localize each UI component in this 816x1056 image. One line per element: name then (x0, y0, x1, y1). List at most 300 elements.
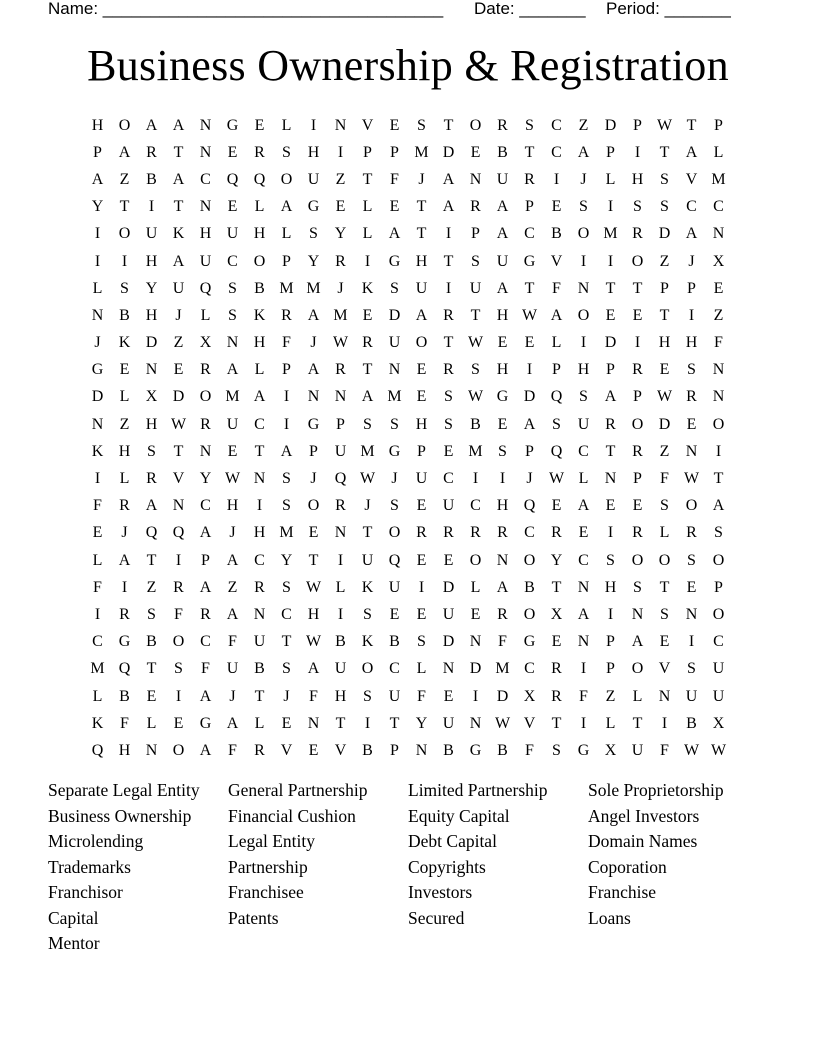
grid-letter[interactable]: E (632, 306, 643, 324)
grid-letter[interactable]: H (118, 741, 131, 759)
grid-letter[interactable]: P (714, 578, 723, 596)
grid-letter[interactable]: A (145, 497, 158, 515)
grid-letter[interactable]: T (659, 578, 670, 596)
grid-letter[interactable]: L (416, 660, 427, 678)
grid-letter[interactable]: O (631, 660, 644, 678)
grid-letter[interactable]: I (580, 714, 587, 732)
grid-letter[interactable]: T (308, 551, 319, 569)
grid-letter[interactable]: G (523, 252, 536, 270)
grid-letter[interactable]: S (687, 361, 696, 379)
grid-letter[interactable]: L (92, 687, 103, 705)
grid-letter[interactable]: O (388, 524, 401, 542)
grid-letter[interactable]: L (281, 225, 292, 243)
grid-letter[interactable]: O (307, 497, 320, 515)
grid-letter[interactable]: N (91, 415, 104, 433)
grid-letter[interactable]: I (445, 225, 452, 243)
grid-letter[interactable]: U (577, 415, 590, 433)
grid-letter[interactable]: L (119, 388, 130, 406)
grid-letter[interactable]: I (256, 497, 263, 515)
grid-letter[interactable]: B (146, 170, 157, 188)
grid-letter[interactable]: K (91, 714, 104, 732)
grid-letter[interactable]: I (418, 578, 425, 596)
grid-letter[interactable]: F (525, 741, 534, 759)
grid-letter[interactable]: A (415, 306, 428, 324)
grid-letter[interactable]: J (310, 470, 317, 488)
grid-letter[interactable]: F (93, 497, 102, 515)
grid-letter[interactable]: Q (388, 551, 401, 569)
grid-letter[interactable]: L (92, 551, 103, 569)
grid-letter[interactable]: E (173, 714, 184, 732)
grid-letter[interactable]: C (254, 415, 265, 433)
grid-letter[interactable]: H (496, 361, 509, 379)
grid-letter[interactable]: I (121, 252, 128, 270)
grid-letter[interactable]: N (199, 198, 212, 216)
grid-letter[interactable]: A (496, 578, 509, 596)
grid-letter[interactable]: E (551, 198, 562, 216)
grid-letter[interactable]: R (335, 361, 346, 379)
grid-letter[interactable]: P (606, 361, 615, 379)
grid-letter[interactable]: S (606, 551, 615, 569)
grid-letter[interactable]: B (254, 279, 265, 297)
grid-letter[interactable]: L (254, 714, 265, 732)
grid-letter[interactable]: Z (173, 334, 184, 352)
grid-letter[interactable]: C (443, 470, 454, 488)
grid-letter[interactable]: I (337, 605, 344, 623)
grid-letter[interactable]: P (687, 279, 696, 297)
grid-letter[interactable]: E (227, 143, 238, 161)
grid-letter[interactable]: D (604, 334, 617, 352)
grid-letter[interactable]: N (712, 225, 725, 243)
grid-letter[interactable]: A (307, 306, 320, 324)
grid-letter[interactable]: S (228, 279, 237, 297)
grid-letter[interactable]: W (683, 741, 700, 759)
grid-letter[interactable]: B (524, 578, 535, 596)
grid-letter[interactable]: E (389, 198, 400, 216)
grid-letter[interactable]: G (226, 116, 239, 134)
grid-letter[interactable]: Y (307, 252, 320, 270)
grid-letter[interactable]: C (200, 633, 211, 651)
grid-letter[interactable]: O (577, 225, 590, 243)
grid-letter[interactable]: A (118, 551, 131, 569)
grid-letter[interactable]: T (254, 442, 265, 460)
grid-letter[interactable]: B (470, 415, 481, 433)
grid-letter[interactable]: S (282, 143, 291, 161)
grid-letter[interactable]: X (199, 334, 212, 352)
grid-letter[interactable]: R (281, 306, 292, 324)
grid-letter[interactable]: C (551, 116, 562, 134)
grid-letter[interactable]: P (525, 198, 534, 216)
grid-letter[interactable]: A (496, 225, 509, 243)
grid-letter[interactable]: N (199, 143, 212, 161)
grid-letter[interactable]: A (226, 361, 239, 379)
grid-letter[interactable]: O (415, 334, 428, 352)
grid-letter[interactable]: R (416, 524, 427, 542)
grid-letter[interactable]: U (442, 714, 455, 732)
grid-letter[interactable]: O (172, 633, 185, 651)
grid-letter[interactable]: M (495, 660, 510, 678)
grid-letter[interactable]: B (146, 633, 157, 651)
grid-letter[interactable]: M (603, 225, 618, 243)
grid-letter[interactable]: K (361, 279, 374, 297)
grid-letter[interactable]: M (225, 388, 240, 406)
grid-letter[interactable]: I (634, 143, 641, 161)
grid-letter[interactable]: R (173, 578, 184, 596)
grid-letter[interactable]: T (173, 198, 184, 216)
grid-letter[interactable]: G (469, 741, 482, 759)
grid-letter[interactable]: B (497, 741, 508, 759)
grid-letter[interactable]: N (199, 116, 212, 134)
grid-letter[interactable]: K (361, 578, 374, 596)
grid-letter[interactable]: F (552, 279, 561, 297)
grid-letter[interactable]: F (390, 170, 399, 188)
grid-letter[interactable]: G (388, 252, 401, 270)
grid-letter[interactable]: V (280, 741, 293, 759)
grid-letter[interactable]: E (416, 551, 427, 569)
grid-letter[interactable]: E (119, 361, 130, 379)
grid-letter[interactable]: C (524, 660, 535, 678)
grid-letter[interactable]: H (496, 306, 509, 324)
grid-letter[interactable]: C (281, 605, 292, 623)
grid-letter[interactable]: S (633, 578, 642, 596)
grid-letter[interactable]: F (309, 687, 318, 705)
grid-letter[interactable]: M (306, 279, 321, 297)
grid-letter[interactable]: N (469, 170, 482, 188)
grid-letter[interactable]: O (631, 551, 644, 569)
grid-letter[interactable]: S (687, 660, 696, 678)
grid-letter[interactable]: C (254, 551, 265, 569)
grid-letter[interactable]: R (551, 660, 562, 678)
grid-letter[interactable]: E (335, 198, 346, 216)
grid-letter[interactable]: M (360, 442, 375, 460)
grid-letter[interactable]: I (580, 660, 587, 678)
grid-letter[interactable]: E (92, 524, 103, 542)
grid-letter[interactable]: F (228, 633, 237, 651)
grid-letter[interactable]: I (310, 116, 317, 134)
grid-letter[interactable]: I (445, 279, 452, 297)
grid-letter[interactable]: T (632, 279, 643, 297)
grid-letter[interactable]: S (444, 388, 453, 406)
grid-letter[interactable]: N (172, 497, 185, 515)
grid-letter[interactable]: B (119, 306, 130, 324)
grid-letter[interactable]: Q (334, 470, 347, 488)
grid-letter[interactable]: E (146, 687, 157, 705)
grid-letter[interactable]: A (280, 442, 293, 460)
grid-letter[interactable]: J (364, 497, 371, 515)
grid-letter[interactable]: O (712, 415, 725, 433)
grid-letter[interactable]: A (145, 116, 158, 134)
grid-letter[interactable]: G (577, 741, 590, 759)
grid-letter[interactable]: I (607, 198, 614, 216)
grid-letter[interactable]: O (685, 497, 698, 515)
grid-letter[interactable]: A (307, 361, 320, 379)
grid-letter[interactable]: R (470, 198, 481, 216)
grid-letter[interactable]: R (632, 361, 643, 379)
grid-letter[interactable]: X (145, 388, 158, 406)
grid-letter[interactable]: R (605, 415, 616, 433)
grid-letter[interactable]: Q (253, 170, 266, 188)
grid-letter[interactable]: T (713, 470, 724, 488)
grid-letter[interactable]: A (496, 198, 509, 216)
grid-letter[interactable]: C (470, 497, 481, 515)
grid-letter[interactable]: O (118, 225, 131, 243)
grid-letter[interactable]: H (199, 225, 212, 243)
grid-letter[interactable]: N (253, 605, 266, 623)
grid-letter[interactable]: V (172, 470, 185, 488)
grid-letter[interactable]: A (199, 578, 212, 596)
grid-letter[interactable]: R (632, 442, 643, 460)
grid-letter[interactable]: A (253, 388, 266, 406)
grid-letter[interactable]: P (633, 470, 642, 488)
grid-letter[interactable]: A (442, 198, 455, 216)
grid-letter[interactable]: H (415, 252, 428, 270)
grid-letter[interactable]: L (92, 279, 103, 297)
grid-letter[interactable]: C (551, 143, 562, 161)
grid-letter[interactable]: O (118, 116, 131, 134)
grid-letter[interactable]: E (443, 442, 454, 460)
grid-letter[interactable]: S (498, 442, 507, 460)
grid-letter[interactable]: N (442, 660, 455, 678)
grid-letter[interactable]: O (631, 252, 644, 270)
grid-letter[interactable]: S (417, 116, 426, 134)
grid-letter[interactable]: T (605, 279, 616, 297)
grid-letter[interactable]: T (416, 225, 427, 243)
grid-letter[interactable]: T (551, 578, 562, 596)
grid-letter[interactable]: U (469, 279, 482, 297)
grid-letter[interactable]: A (604, 388, 617, 406)
grid-letter[interactable]: I (175, 551, 182, 569)
grid-letter[interactable]: W (521, 306, 538, 324)
grid-letter[interactable]: Y (199, 470, 212, 488)
grid-letter[interactable]: R (254, 578, 265, 596)
grid-letter[interactable]: P (525, 442, 534, 460)
grid-letter[interactable]: M (414, 143, 429, 161)
grid-letter[interactable]: H (145, 252, 158, 270)
grid-letter[interactable]: O (361, 660, 374, 678)
grid-letter[interactable]: K (118, 334, 131, 352)
grid-letter[interactable]: A (550, 306, 563, 324)
grid-letter[interactable]: Q (226, 170, 239, 188)
grid-letter[interactable]: B (119, 687, 130, 705)
grid-letter[interactable]: L (146, 714, 157, 732)
grid-letter[interactable]: I (364, 714, 371, 732)
grid-letter[interactable]: E (605, 306, 616, 324)
grid-letter[interactable]: U (253, 633, 266, 651)
grid-letter[interactable]: I (337, 143, 344, 161)
grid-letter[interactable]: T (389, 714, 400, 732)
grid-letter[interactable]: R (551, 687, 562, 705)
grid-letter[interactable]: R (335, 497, 346, 515)
grid-letter[interactable]: E (362, 306, 373, 324)
grid-letter[interactable]: O (280, 170, 293, 188)
grid-letter[interactable]: Z (146, 578, 157, 596)
grid-letter[interactable]: F (660, 470, 669, 488)
grid-letter[interactable]: E (227, 442, 238, 460)
grid-letter[interactable]: A (280, 198, 293, 216)
grid-letter[interactable]: C (200, 497, 211, 515)
grid-letter[interactable]: S (282, 578, 291, 596)
grid-letter[interactable]: P (633, 388, 642, 406)
grid-letter[interactable]: L (362, 198, 373, 216)
grid-letter[interactable]: Q (199, 279, 212, 297)
grid-letter[interactable]: P (390, 143, 399, 161)
grid-letter[interactable]: P (552, 361, 561, 379)
grid-letter[interactable]: U (145, 225, 158, 243)
grid-letter[interactable]: Q (550, 388, 563, 406)
grid-letter[interactable]: A (523, 415, 536, 433)
grid-letter[interactable]: P (714, 116, 723, 134)
grid-letter[interactable]: R (443, 361, 454, 379)
grid-letter[interactable]: U (334, 442, 347, 460)
grid-letter[interactable]: H (253, 334, 266, 352)
grid-letter[interactable]: R (200, 605, 211, 623)
grid-letter[interactable]: Z (659, 442, 670, 460)
grid-letter[interactable]: A (388, 225, 401, 243)
grid-letter[interactable]: F (579, 687, 588, 705)
grid-letter[interactable]: Z (227, 578, 238, 596)
grid-letter[interactable]: G (118, 633, 131, 651)
grid-letter[interactable]: O (469, 116, 482, 134)
grid-letter[interactable]: V (334, 741, 347, 759)
grid-letter[interactable]: A (712, 497, 725, 515)
grid-letter[interactable]: L (605, 170, 616, 188)
grid-letter[interactable]: D (442, 143, 455, 161)
grid-letter[interactable]: L (362, 225, 373, 243)
grid-letter[interactable]: R (254, 143, 265, 161)
grid-letter[interactable]: M (90, 660, 105, 678)
grid-letter[interactable]: B (497, 143, 508, 161)
grid-letter[interactable]: A (91, 170, 104, 188)
grid-letter[interactable]: P (417, 442, 426, 460)
grid-letter[interactable]: S (471, 361, 480, 379)
grid-letter[interactable]: U (388, 334, 401, 352)
grid-letter[interactable]: U (199, 252, 212, 270)
grid-letter[interactable]: X (712, 252, 725, 270)
grid-letter[interactable]: H (91, 116, 104, 134)
grid-letter[interactable]: U (415, 470, 428, 488)
grid-letter[interactable]: G (523, 633, 536, 651)
grid-letter[interactable]: W (494, 714, 511, 732)
grid-letter[interactable]: D (145, 334, 158, 352)
grid-letter[interactable]: E (470, 143, 481, 161)
grid-letter[interactable]: U (442, 497, 455, 515)
grid-letter[interactable]: R (335, 252, 346, 270)
grid-letter[interactable]: B (551, 225, 562, 243)
grid-letter[interactable]: R (146, 470, 157, 488)
period-field-label[interactable]: Period: _______ (606, 0, 731, 18)
grid-letter[interactable]: O (253, 252, 266, 270)
grid-letter[interactable]: H (307, 605, 320, 623)
grid-letter[interactable]: E (497, 334, 508, 352)
grid-letter[interactable]: H (307, 143, 320, 161)
grid-letter[interactable]: J (526, 470, 533, 488)
grid-letter[interactable]: H (145, 306, 158, 324)
grid-letter[interactable]: F (174, 605, 183, 623)
grid-letter[interactable]: F (120, 714, 129, 732)
grid-letter[interactable]: J (337, 279, 344, 297)
grid-letter[interactable]: U (496, 252, 509, 270)
grid-letter[interactable]: T (524, 279, 535, 297)
grid-letter[interactable]: X (523, 687, 536, 705)
grid-letter[interactable]: W (656, 116, 673, 134)
grid-letter[interactable]: B (686, 714, 697, 732)
grid-letter[interactable]: U (361, 551, 374, 569)
grid-letter[interactable]: E (551, 633, 562, 651)
grid-letter[interactable]: Q (118, 660, 131, 678)
grid-letter[interactable]: P (309, 442, 318, 460)
grid-letter[interactable]: G (199, 714, 212, 732)
grid-letter[interactable]: F (498, 633, 507, 651)
grid-letter[interactable]: S (687, 551, 696, 569)
grid-letter[interactable]: J (418, 170, 425, 188)
grid-letter[interactable]: I (472, 470, 479, 488)
grid-letter[interactable]: J (688, 252, 695, 270)
grid-letter[interactable]: A (577, 143, 590, 161)
grid-letter[interactable]: D (523, 388, 536, 406)
grid-letter[interactable]: R (632, 225, 643, 243)
grid-letter[interactable]: Y (280, 551, 293, 569)
grid-letter[interactable]: P (201, 551, 210, 569)
grid-letter[interactable]: H (604, 578, 617, 596)
grid-letter[interactable]: G (307, 415, 320, 433)
grid-letter[interactable]: A (199, 687, 212, 705)
grid-letter[interactable]: S (147, 605, 156, 623)
grid-letter[interactable]: J (391, 470, 398, 488)
grid-letter[interactable]: O (469, 551, 482, 569)
grid-letter[interactable]: I (526, 361, 533, 379)
grid-letter[interactable]: S (282, 660, 291, 678)
grid-letter[interactable]: C (524, 225, 535, 243)
grid-letter[interactable]: F (201, 660, 210, 678)
grid-letter[interactable]: E (470, 605, 481, 623)
grid-letter[interactable]: V (361, 116, 374, 134)
grid-letter[interactable]: S (390, 279, 399, 297)
grid-letter[interactable]: E (524, 334, 535, 352)
grid-letter[interactable]: F (228, 741, 237, 759)
grid-letter[interactable]: N (496, 551, 509, 569)
grid-letter[interactable]: N (631, 605, 644, 623)
grid-letter[interactable]: R (686, 388, 697, 406)
grid-letter[interactable]: T (362, 524, 373, 542)
grid-letter[interactable]: S (228, 306, 237, 324)
grid-letter[interactable]: E (578, 524, 589, 542)
grid-letter[interactable]: N (712, 388, 725, 406)
grid-letter[interactable]: A (172, 116, 185, 134)
grid-letter[interactable]: S (282, 497, 291, 515)
grid-letter[interactable]: R (497, 605, 508, 623)
grid-letter[interactable]: A (685, 225, 698, 243)
grid-letter[interactable]: B (443, 741, 454, 759)
grid-letter[interactable]: A (226, 714, 239, 732)
grid-letter[interactable]: E (389, 116, 400, 134)
grid-letter[interactable]: H (118, 442, 131, 460)
grid-letter[interactable]: L (281, 116, 292, 134)
grid-letter[interactable]: N (145, 361, 158, 379)
grid-letter[interactable]: I (688, 306, 695, 324)
grid-letter[interactable]: M (468, 442, 483, 460)
grid-letter[interactable]: O (523, 551, 536, 569)
grid-letter[interactable]: L (200, 306, 211, 324)
grid-letter[interactable]: I (553, 170, 560, 188)
grid-letter[interactable]: N (334, 388, 347, 406)
grid-letter[interactable]: S (552, 741, 561, 759)
grid-letter[interactable]: S (174, 660, 183, 678)
grid-letter[interactable]: Q (91, 741, 104, 759)
grid-letter[interactable]: E (686, 578, 697, 596)
grid-letter[interactable]: C (92, 633, 103, 651)
grid-letter[interactable]: J (121, 524, 128, 542)
grid-letter[interactable]: T (686, 116, 697, 134)
grid-letter[interactable]: E (659, 633, 670, 651)
